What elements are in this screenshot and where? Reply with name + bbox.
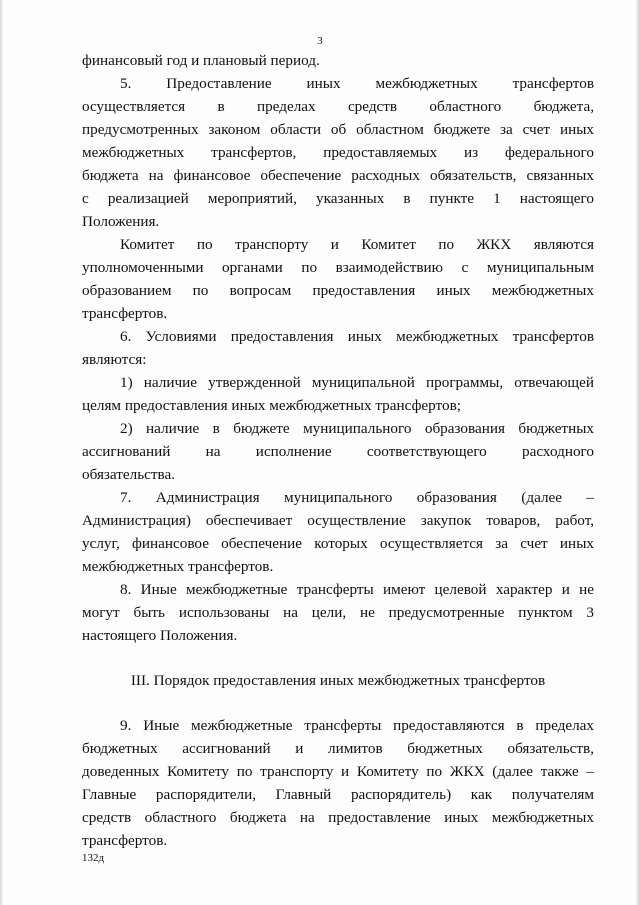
- text-line: межбюджетных трансфертов.: [82, 558, 274, 575]
- text-line: 1) наличие утвержденной муниципальной программы, отвечающей: [120, 374, 594, 391]
- text-line: 8. Иные межбюджетные трансферты имеют целевой характер и не: [120, 581, 594, 598]
- text-line: настоящего Положения.: [82, 627, 238, 644]
- section-heading: III. Порядок предоставления иных межбюджетных трансфертов: [130, 672, 546, 689]
- spacer: [82, 692, 594, 714]
- text-line: с реализацией мероприятий, указанных в пункте 1 настоящего: [82, 190, 594, 207]
- scan-edge-right: [636, 0, 640, 905]
- document-code: 132д: [82, 852, 105, 864]
- scan-edge-left: [0, 0, 3, 905]
- text-line: трансфертов.: [82, 305, 168, 322]
- text-line: предусмотренных законом области об областном бюджете за счет иных: [82, 121, 594, 138]
- text-line: образованием по вопросам предоставления иных межбюджетных: [82, 282, 594, 299]
- text-line: 7. Администрация муниципального образования (далее –: [120, 489, 594, 506]
- spacer: [82, 647, 594, 669]
- text-line: финансовый год и плановый период.: [82, 52, 320, 69]
- text-line: целям предоставления иных межбюджетных трансфертов;: [82, 397, 461, 414]
- text-line: Администрация) обеспечивает осуществление закупок товаров, работ,: [82, 512, 594, 529]
- text-line: 2) наличие в бюджете муниципального образования бюджетных: [120, 420, 594, 437]
- text-line: Главные распорядители, Главный распорядитель) как получателям: [82, 786, 594, 803]
- text-line: доведенных Комитету по транспорту и Комитету по ЖКХ (далее также –: [82, 763, 594, 780]
- text-line: трансфертов.: [82, 832, 168, 849]
- text-line: бюджетных ассигнований и лимитов бюджетных обязательств,: [82, 740, 594, 757]
- text-line: являются:: [82, 351, 147, 368]
- page-number: 3: [317, 35, 323, 47]
- text-line: могут быть использованы на цели, не предусмотренные пунктом 3: [82, 604, 594, 621]
- text-line: Комитет по транспорту и Комитет по ЖКХ являются: [120, 236, 594, 253]
- text-line: межбюджетных трансфертов, предоставляемых из федерального: [82, 144, 594, 161]
- text-line: бюджета на финансовое обеспечение расходных обязательств, связанных: [82, 167, 594, 184]
- text-line: ассигнований на исполнение соответствующего расходного: [82, 443, 594, 460]
- text-line: Положения.: [82, 213, 160, 230]
- text-line: средств областного бюджета на предоставление иных межбюджетных: [82, 809, 594, 826]
- text-line: услуг, финансовое обеспечение которых осуществляется за счет иных: [82, 535, 594, 552]
- text-line: 9. Иные межбюджетные трансферты предоставляются в пределах: [120, 717, 594, 734]
- text-line: уполномоченными органами по взаимодействию с муниципальным: [82, 259, 594, 276]
- text-line: обязательства.: [82, 466, 176, 483]
- text-line: 6. Условиями предоставления иных межбюджетных трансфертов: [120, 328, 594, 345]
- document-body: [82, 49, 594, 852]
- text-line: 5. Предоставление иных межбюджетных трансфертов: [120, 75, 594, 92]
- text-line: осуществляется в пределах средств областного бюджета,: [82, 98, 594, 115]
